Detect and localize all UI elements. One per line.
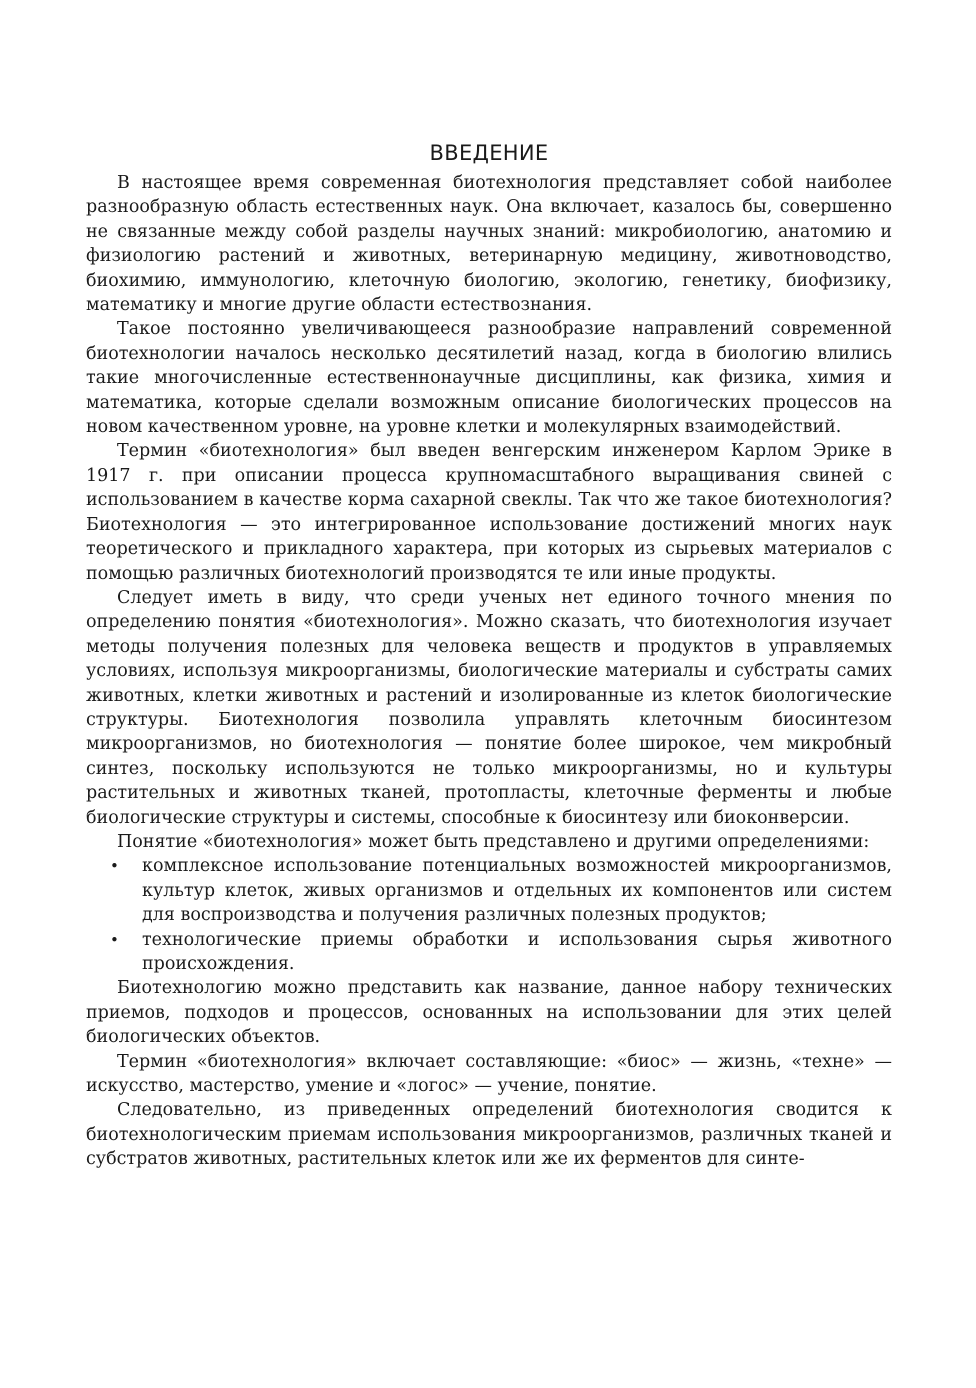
bullet-icon: • — [110, 930, 119, 949]
paragraph: Следует иметь в виду, что среди ученых нет единого точного мнения по определению понятия «биотехнология». Можно сказать, что биотехнология изучает методы получения полезных для человека веществ и продуктов в управляемых условиях, используя микроорганизмы, биологические материалы и субстраты самих животных, клетки животных и растений и изолированные из клеток биологические структуры. Биотехнология позволила управлять клеточным биосинтезом микроорганизмов, но биотехнология — понятие более широкое, чем микробный синтез, поскольку используются не только микроорганизмы, но и культуры растительных и животных тканей, протопласты, клеточные ферменты и любые биологические структуры и системы, способные к биосинтезу или биоконверсии. — [86, 587, 892, 828]
page-title: ВВЕДЕНИЕ — [429, 141, 549, 165]
paragraph: Такое постоянно увеличивающееся разнообразие направлений современной биотехнологии началось несколько десятилетий назад, когда в биологию влились такие многочисленные естественнонаучные дисциплины, как физика, химия и математика, которые сделали возможным описание биологических процессов на новом качественном уровне, на уровне клетки и молекулярных взаимодействий. — [86, 319, 892, 438]
list-item — [86, 928, 892, 977]
paragraph: Термин «биотехнология» был введен венгерским инженером Карлом Эрике в 1917 г. при описании процесса крупномасштабного выращивания свиней с использованием в качестве корма сахарной свеклы. Так что же такое биотехнология? Биотехнология — это интегрированное использование достижений многих наук теоретического и прикладного характера, при которых из сырьевых материалов с помощью различных биотехнологий производятся те или иные продукты. — [86, 441, 892, 584]
paragraph: Понятие «биотехнология» может быть представлено и другими определениями: — [117, 831, 870, 852]
list-item-text: технологические приемы обработки и использования сырья животного происхождения. — [142, 929, 892, 974]
paragraph: Биотехнологию можно представить как название, данное набору технических приемов, подходов и процессов, основанных на использовании для этих целей биологических объектов. — [86, 978, 892, 1048]
list-item-text: комплексное использование потенциальных возможностей микроорганизмов, культур клеток, живых организмов и отдельных их компонентов или систем для воспроизводства и получения различных полезных продуктов; — [142, 856, 892, 926]
paragraph: Следовательно, из приведенных определений биотехнология сводится к биотехнологическим приемам использования микроорганизмов, различных тканей и субстратов животных, растительных клеток или же их ферментов для синте- — [86, 1100, 892, 1170]
page — [86, 138, 892, 1172]
paragraph: В настоящее время современная биотехнология представляет собой наиболее разнообразную область естественных наук. Она включает, казалось бы, совершенно не связанные между собой разделы научных знаний: микробиологию, анатомию и физиологию растений и животных, ветеринарную медицину, животноводство, биохимию, иммунологию, клеточную биологию, экологию, генетику, биофизику, математику и многие другие области естествознания. — [86, 173, 892, 316]
bullet-icon: • — [110, 857, 119, 876]
list-item — [86, 854, 892, 927]
definition-list — [86, 854, 892, 976]
paragraph: Термин «биотехнология» включает составляющие: «биос» — жизнь, «техне» — искусство, мастерство, умение и «логос» — учение, понятие. — [86, 1051, 892, 1097]
